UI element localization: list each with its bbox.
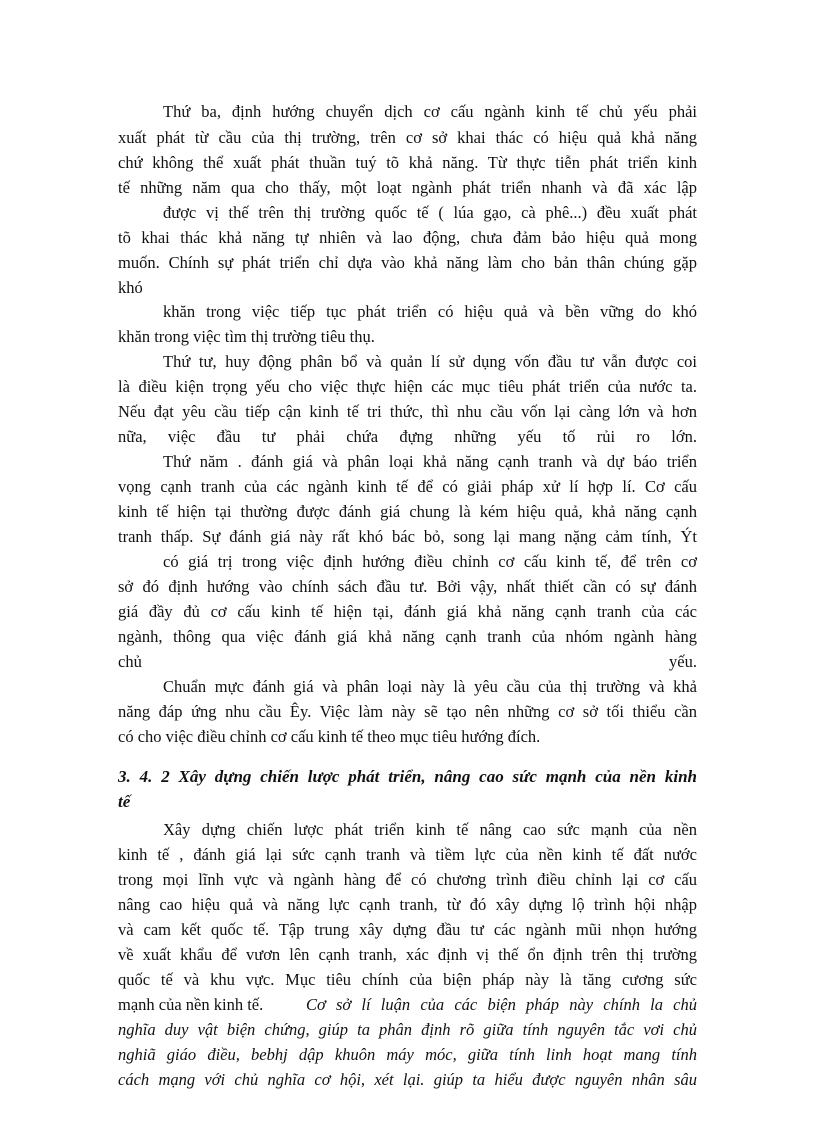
text-line: xuất phát từ cầu của thị trường, trên cơ sở khai thác có hiệu quả khả năng [118,128,697,147]
italic-text-line: Cơ sở lí luận của các biện pháp này chính la chủ [306,995,697,1014]
text-line: được vị thế trên thị trường quốc tế ( lúa gạo, cà phê...) đều xuất phát [163,203,697,222]
text-line: chủ [118,652,142,671]
section-heading: 3. 4. 2 Xây dựng chiến lược phát triển, nâng cao sức mạnh của nền kinh [118,767,697,786]
text-line: khăn trong việc tìm thị trường tiêu thụ. [118,327,375,346]
text-line: tõ khai thác khả năng tự nhiên và lao động, chưa đảm bảo hiệu quả mong [118,228,697,247]
text-line: kinh tế , đánh giá lại sức cạnh tranh và tiềm lực của nền kinh tế đất nước [118,845,697,864]
text-line: chứ không thể xuất phát thuần tuý tõ khả năng. Từ thực tiễn phát triển kinh [118,153,697,172]
text-line: giá đầy đủ cơ cấu kinh tế hiện tại, đánh giá khả năng cạnh tranh của các [118,602,697,621]
section-heading-cont: tế [118,792,131,811]
text-line: tranh thấp. Sự đánh giá này rất khó bác bỏ, song lại mang nặng cảm tính, Ýt [118,527,697,546]
text-line: có giá trị trong việc định hướng điều chỉnh cơ cấu kinh tế, để trên cơ [163,552,697,571]
text-line: ngành, thông qua việc đánh giá khả năng cạnh tranh của nhóm ngành hàng [118,627,697,646]
text-line: quốc tế và khu vực. Mục tiêu chính của biện pháp này là tăng cương sức [118,970,697,989]
text-line: kinh tế hiện tại thường được đánh giá chung là kém hiệu quả, khả năng cạnh [118,502,697,521]
italic-text-line: nghiã giáo điều, bebhj dập khuôn máy móc, giữa tính linh hoạt mang tính [118,1045,697,1064]
text-line: muốn. Chính sự phát triển chỉ dựa vào khả năng làm cho bản thân chúng gặp [118,253,697,272]
italic-text-line: cách mạng với chủ nghĩa cơ hội, xét lại. giúp ta hiểu được nguyên nhân sâu [118,1070,697,1089]
text-line: vọng cạnh tranh của các ngành kinh tế để có giải pháp xử lí hợp lí. Cơ cấu [118,477,697,496]
text-line: khó [118,278,143,297]
text-line: yếu. [669,652,697,671]
text-line: khăn trong việc tiếp tục phát triển có hiệu quả và bền vững do khó [163,302,697,321]
text-line: mạnh của nền kinh tế. [118,995,264,1014]
text-line: trong mọi lĩnh vực và ngành hàng để có chương trình điều chỉnh lại cơ cấu [118,870,697,889]
text-line: sở đó định hướng vào chính sách đầu tư. Bởi vậy, nhất thiết cần có sự đánh [118,577,697,596]
text-line: nữa, việc đầu tư phải chứa đựng những yếu tố rủi ro lớn. [118,427,697,446]
text-line: Thứ tư, huy động phân bổ và quản lí sử dụng vốn đầu tư vẫn được coi [163,352,697,371]
text-line: nâng cao hiệu quả và năng lực cạnh tranh, từ đó xây dựng lộ trình hội nhập [118,895,697,914]
text-line: có cho việc điều chỉnh cơ cấu kinh tế theo mục tiêu hướng đích. [118,727,541,746]
text-line: và cam kết quốc tế. Tập trung xây dựng đầu tư các ngành mũi nhọn hướng [118,920,697,939]
text-line: Chuẩn mực đánh giá và phân loại này là yêu cầu của thị trường và khả [163,677,697,696]
text-line: tế những năm qua cho thấy, một loạt ngành phát triển nhanh và đã xác lập [118,178,697,197]
text-line: Xây dựng chiến lược phát triển kinh tế nâng cao sức mạnh của nền [163,820,697,839]
text-line: Thứ năm . đánh giá và phân loại khả năng cạnh tranh và dự báo triển [163,452,697,471]
text-line: Nếu đạt yêu cầu tiếp cận kinh tế tri thức, thì nhu cầu vốn lại càng lớn và hơn [118,402,697,421]
text-line: Thứ ba, định hướng chuyển dịch cơ cấu ngành kinh tế chủ yếu phải [163,102,697,121]
text-line: về xuất khẩu để vươn lên cạnh tranh, xác định vị thế ổn định trên thị trường [118,945,697,964]
text-line: năng đáp ứng nhu cầu Êy. Việc làm này sẽ tạo nên những cơ sở tối thiểu cần [118,702,697,721]
italic-text-line: nghĩa duy vật biện chứng, giúp ta phân định rõ giữa tính nguyên tắc vơi chủ [118,1020,697,1039]
text-line: là điều kiện trọng yếu cho việc thực hiện các mục tiêu phát triển của nước ta. [118,377,697,396]
